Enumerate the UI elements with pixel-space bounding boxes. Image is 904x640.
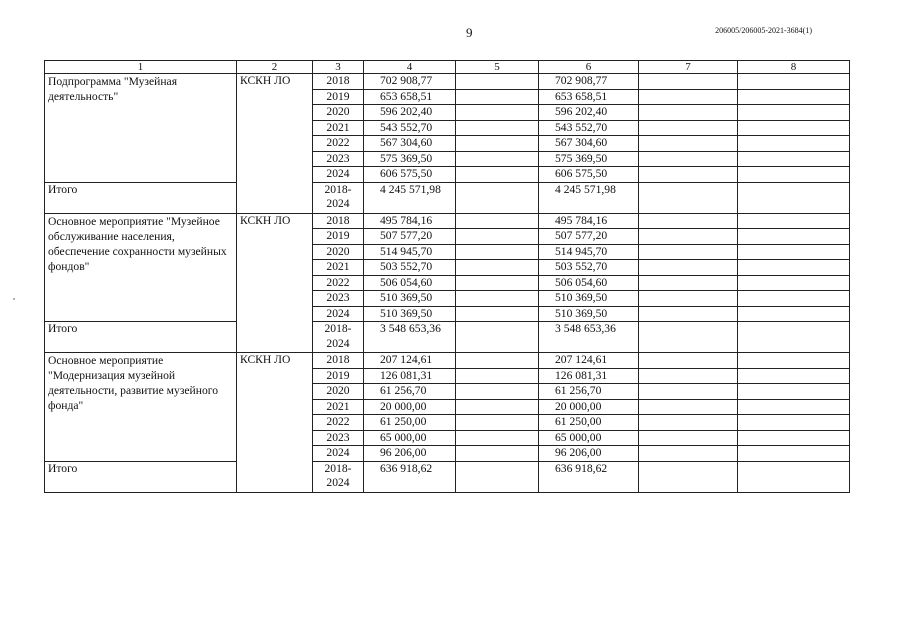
col8-cell [738,322,850,353]
amount-regional-cell: 495 784,16 [539,213,639,229]
year-cell: 2023 [313,430,364,446]
col5-cell [456,105,539,121]
total-label: Итого [45,322,237,353]
col8-cell [738,167,850,183]
col8-cell [738,136,850,152]
amount-total-cell: 543 552,70 [364,120,456,136]
col5-cell [456,384,539,400]
col7-cell [639,105,738,121]
col7-cell [639,229,738,245]
col7-cell [639,136,738,152]
header-cell: 1 [45,61,237,74]
col5-cell [456,74,539,90]
col8-cell [738,213,850,229]
col5-cell [456,136,539,152]
amount-total-cell: 596 202,40 [364,105,456,121]
amount-regional-cell: 606 575,50 [539,167,639,183]
header-cell: 3 [313,61,364,74]
total-regional-cell: 636 918,62 [539,461,639,492]
col5-cell [456,275,539,291]
header-cell: 6 [539,61,639,74]
col8-cell [738,415,850,431]
total-year-cell: 2018-2024 [313,461,364,492]
col5-cell [456,291,539,307]
col5-cell [456,182,539,213]
col8-cell [738,446,850,462]
col8-cell [738,151,850,167]
amount-total-cell: 126 081,31 [364,368,456,384]
col8-cell [738,306,850,322]
col5-cell [456,461,539,492]
total-row [45,182,850,213]
executor-cell: КСКН ЛО [237,213,313,353]
col5-cell [456,167,539,183]
col8-cell [738,430,850,446]
year-cell: 2020 [313,105,364,121]
col8-cell [738,461,850,492]
year-cell: 2024 [313,306,364,322]
amount-regional-cell: 653 658,51 [539,89,639,105]
total-amount-cell: 3 548 653,36 [364,322,456,353]
col7-cell [639,182,738,213]
col5-cell [456,244,539,260]
col7-cell [639,306,738,322]
amount-total-cell: 61 250,00 [364,415,456,431]
program-name: Основное мероприятие "Музейное обслуживание населения, обеспечение сохранности музейных фондов" [45,213,237,322]
year-cell: 2023 [313,291,364,307]
amount-regional-cell: 510 369,50 [539,306,639,322]
col8-cell [738,74,850,90]
program-name: Подпрограмма "Музейная деятельность" [45,74,237,183]
col8-cell [738,229,850,245]
col5-cell [456,415,539,431]
total-regional-cell: 3 548 653,36 [539,322,639,353]
year-cell: 2019 [313,89,364,105]
amount-regional-cell: 543 552,70 [539,120,639,136]
year-cell: 2020 [313,244,364,260]
year-cell: 2021 [313,120,364,136]
amount-total-cell: 503 552,70 [364,260,456,276]
total-year-cell: 2018-2024 [313,322,364,353]
col8-cell [738,182,850,213]
amount-regional-cell: 510 369,50 [539,291,639,307]
total-row [45,322,850,353]
executor-cell: КСКН ЛО [237,353,313,493]
col7-cell [639,461,738,492]
page-number: 9 [466,25,473,40]
col7-cell [639,213,738,229]
amount-total-cell: 575 369,50 [364,151,456,167]
col5-cell [456,89,539,105]
year-cell: 2022 [313,136,364,152]
amount-regional-cell: 702 908,77 [539,74,639,90]
executor-cell: КСКН ЛО [237,74,313,214]
total-row [45,461,850,492]
col7-cell [639,244,738,260]
col5-cell [456,306,539,322]
amount-regional-cell: 596 202,40 [539,105,639,121]
amount-regional-cell: 61 256,70 [539,384,639,400]
total-label: Итого [45,182,237,213]
col8-cell [738,399,850,415]
col5-cell [456,260,539,276]
amount-total-cell: 207 124,61 [364,353,456,369]
year-cell: 2022 [313,415,364,431]
total-year-cell: 2018-2024 [313,182,364,213]
amount-total-cell: 61 256,70 [364,384,456,400]
col7-cell [639,74,738,90]
col8-cell [738,260,850,276]
col7-cell [639,291,738,307]
col8-cell [738,384,850,400]
header-cell: 8 [738,61,850,74]
year-cell: 2022 [313,275,364,291]
col5-cell [456,399,539,415]
amount-total-cell: 567 304,60 [364,136,456,152]
col7-cell [639,384,738,400]
year-cell: 2019 [313,368,364,384]
total-amount-cell: 636 918,62 [364,461,456,492]
amount-regional-cell: 514 945,70 [539,244,639,260]
amount-total-cell: 96 206,00 [364,446,456,462]
col5-cell [456,322,539,353]
total-regional-cell: 4 245 571,98 [539,182,639,213]
amount-total-cell: 702 908,77 [364,74,456,90]
col8-cell [738,120,850,136]
col7-cell [639,399,738,415]
year-cell: 2024 [313,167,364,183]
document-id: 206005/206005-2021-3684(1) [715,26,812,35]
year-cell: 2023 [313,151,364,167]
col7-cell [639,260,738,276]
year-cell: 2024 [313,446,364,462]
col7-cell [639,167,738,183]
year-cell: 2021 [313,399,364,415]
col5-cell [456,120,539,136]
year-cell: 2018 [313,353,364,369]
amount-regional-cell: 96 206,00 [539,446,639,462]
amount-total-cell: 65 000,00 [364,430,456,446]
program-name: Основное мероприятие "Модернизация музейной деятельности, развитие музейного фонда" [45,353,237,462]
amount-regional-cell: 207 124,61 [539,353,639,369]
col8-cell [738,89,850,105]
col8-cell [738,244,850,260]
amount-regional-cell: 575 369,50 [539,151,639,167]
total-amount-cell: 4 245 571,98 [364,182,456,213]
amount-total-cell: 20 000,00 [364,399,456,415]
amount-regional-cell: 503 552,70 [539,260,639,276]
year-cell: 2021 [313,260,364,276]
header-cell: 7 [639,61,738,74]
col7-cell [639,120,738,136]
col7-cell [639,415,738,431]
amount-regional-cell: 61 250,00 [539,415,639,431]
amount-regional-cell: 126 081,31 [539,368,639,384]
amount-regional-cell: 567 304,60 [539,136,639,152]
amount-regional-cell: 65 000,00 [539,430,639,446]
table-row [45,353,850,369]
amount-total-cell: 510 369,50 [364,306,456,322]
col5-cell [456,368,539,384]
amount-total-cell: 506 054,60 [364,275,456,291]
amount-total-cell: 495 784,16 [364,213,456,229]
col8-cell [738,291,850,307]
col5-cell [456,430,539,446]
col8-cell [738,275,850,291]
year-cell: 2019 [313,229,364,245]
col7-cell [639,322,738,353]
col7-cell [639,89,738,105]
budget-table [44,60,850,493]
amount-total-cell: 510 369,50 [364,291,456,307]
amount-total-cell: 514 945,70 [364,244,456,260]
margin-dot [13,298,15,300]
amount-total-cell: 606 575,50 [364,167,456,183]
col8-cell [738,105,850,121]
col5-cell [456,151,539,167]
col5-cell [456,446,539,462]
amount-total-cell: 653 658,51 [364,89,456,105]
col7-cell [639,430,738,446]
header-cell: 4 [364,61,456,74]
col7-cell [639,275,738,291]
col7-cell [639,151,738,167]
col8-cell [738,368,850,384]
col8-cell [738,353,850,369]
table-row [45,213,850,229]
year-cell: 2020 [313,384,364,400]
amount-regional-cell: 506 054,60 [539,275,639,291]
amount-total-cell: 507 577,20 [364,229,456,245]
table-row [45,74,850,90]
header-row [45,61,850,74]
header-cell: 5 [456,61,539,74]
col5-cell [456,353,539,369]
col7-cell [639,446,738,462]
col7-cell [639,353,738,369]
total-label: Итого [45,461,237,492]
col5-cell [456,213,539,229]
header-cell: 2 [237,61,313,74]
amount-regional-cell: 20 000,00 [539,399,639,415]
amount-regional-cell: 507 577,20 [539,229,639,245]
col7-cell [639,368,738,384]
col5-cell [456,229,539,245]
year-cell: 2018 [313,74,364,90]
year-cell: 2018 [313,213,364,229]
